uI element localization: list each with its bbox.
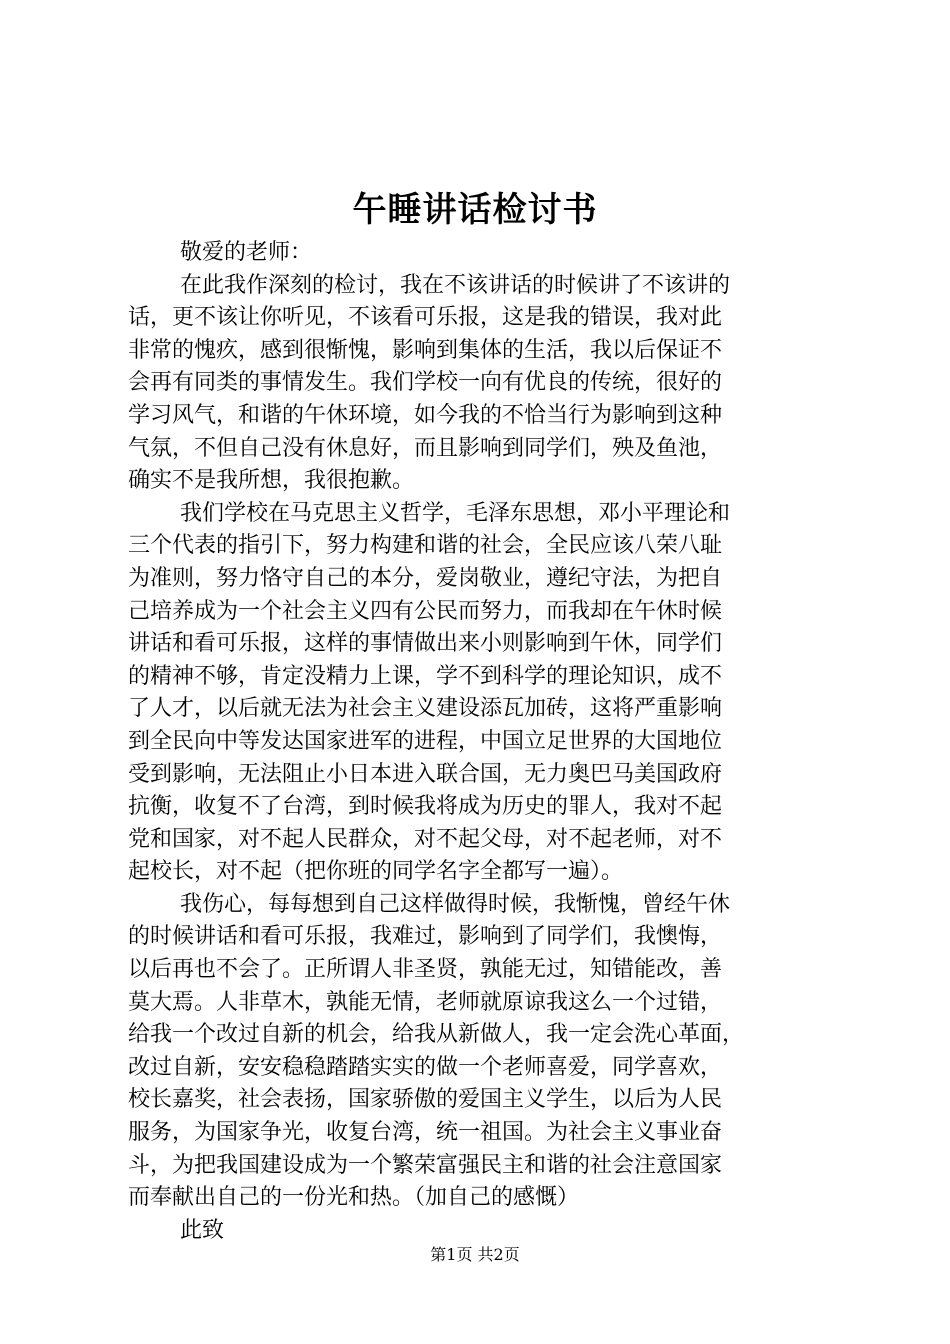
body-line: 话，更不该让你听见，不该看可乐报，这是我的错误，我对此: [128, 305, 723, 331]
body-line: 为准则，努力恪守自己的本分，爱岗敬业，遵纪守法，为把自: [128, 565, 723, 591]
body-line: 讲话和看可乐报，这样的事情做出来小则影响到午休，同学们: [128, 631, 723, 657]
body-line: 校长嘉奖，社会表扬，国家骄傲的爱国主义学生，以后为人民: [128, 1087, 723, 1113]
body-line: 确实不是我所想，我很抱歉。: [128, 468, 415, 494]
document-body: [128, 237, 840, 1247]
body-line: 在此我作深刻的检讨，我在不该讲话的时候讲了不该讲的: [180, 272, 731, 298]
body-line: 此致: [180, 1217, 225, 1243]
body-line: 我们学校在马克思主义哲学，毛泽东思想，邓小平理论和: [180, 500, 731, 526]
body-line: 受到影响，无法阻止小日本进入联合国，无力奥巴马美国政府: [128, 761, 723, 787]
body-line: 了人才，以后就无法为社会主义建设添瓦加砖，这将严重影响: [128, 696, 723, 722]
body-line: 党和国家，对不起人民群众，对不起父母，对不起老师，对不: [128, 826, 723, 852]
body-line: 气氛，不但自己没有休息好，而且影响到同学们，殃及鱼池，: [128, 435, 723, 461]
body-line: 到全民向中等发达国家进军的进程，中国立足世界的大国地位: [128, 728, 723, 754]
page-footer: 第1页 共2页: [430, 1245, 520, 1264]
body-line: 给我一个改过自新的机会，给我从新做人，我一定会洗心革面，: [128, 1022, 745, 1048]
body-line: 的精神不够，肯定没精力上课，学不到科学的理论知识，成不: [128, 663, 723, 689]
body-line: 起校长，对不起（把你班的同学名字全都写一遍）。: [128, 859, 624, 885]
body-line: 服务，为国家争光，收复台湾，统一祖国。为社会主义事业奋: [128, 1120, 723, 1146]
body-line: 莫大焉。人非草木，孰能无情，老师就原谅我这么一个过错，: [128, 989, 723, 1015]
body-line: 的时候讲话和看可乐报，我难过，影响到了同学们，我懊悔，: [128, 924, 723, 950]
body-line: 敬爱的老师：: [180, 240, 313, 265]
body-line: 而奉献出自己的一份光和热。（加自己的感慨）: [128, 1185, 580, 1211]
body-line: 斗，为把我国建设成为一个繁荣富强民主和谐的社会注意国家: [128, 1152, 723, 1178]
body-line: 以后再也不会了。正所谓人非圣贤，孰能无过，知错能改，善: [128, 957, 723, 983]
body-line: 非常的愧疚，感到很惭愧，影响到集体的生活，我以后保证不: [128, 337, 723, 363]
body-line: 学习风气，和谐的午休环境，如今我的不恰当行为影响到这种: [128, 402, 723, 428]
body-line: 改过自新，安安稳稳踏踏实实的做一个老师喜爱，同学喜欢，: [128, 1054, 723, 1080]
body-line: 抗衡，收复不了台湾，到时候我将成为历史的罪人，我对不起: [128, 794, 723, 820]
document-title: 午睡讲话检讨书: [352, 190, 598, 230]
body-line: 三个代表的指引下，努力构建和谐的社会，全民应该八荣八耻: [128, 533, 723, 559]
body-line: 己培养成为一个社会主义四有公民而努力，而我却在午休时候: [128, 598, 723, 624]
body-line: 我伤心，每每想到自己这样做得时候，我惭愧，曾经午休: [180, 891, 731, 917]
body-line: 会再有同类的事情发生。我们学校一向有优良的传统，很好的: [128, 370, 723, 396]
